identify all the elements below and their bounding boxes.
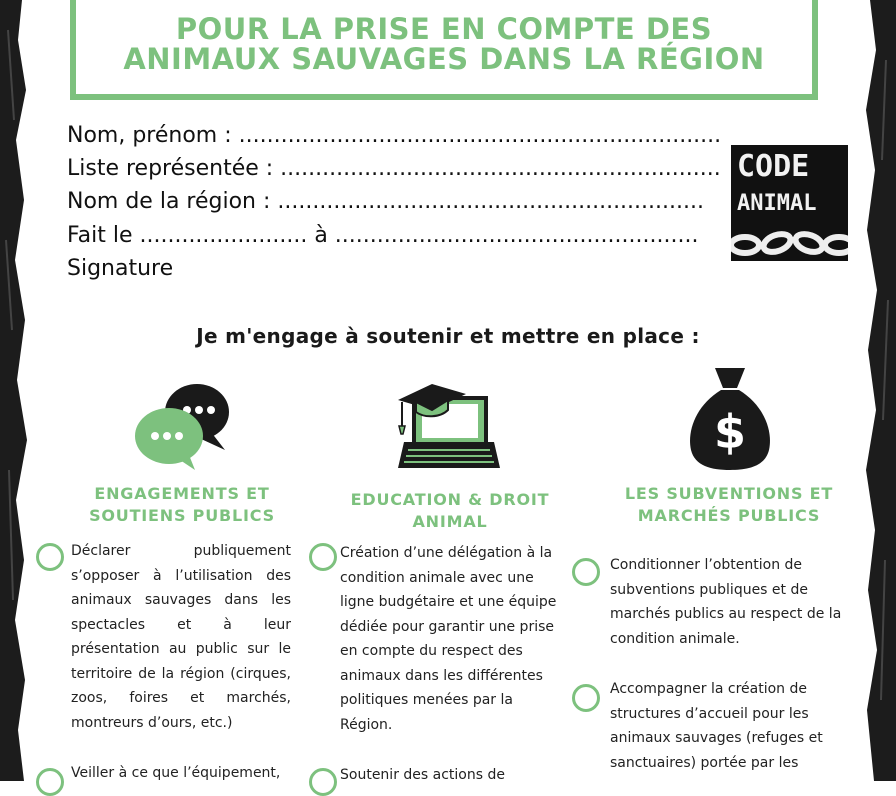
commitment-heading: Je m'engage à soutenir et mettre en place :: [196, 324, 700, 348]
checkbox-circle[interactable]: [572, 558, 600, 586]
signature-label: Signature: [67, 256, 174, 281]
engagements-title-line-1: ENGAGEMENTS ET: [94, 484, 270, 503]
list-item: Création d’une délégation à la condition animale avec une ligne budgétaire et une équipe dédiée pour garantir une prise en compte du respect des animaux dans les différentes politiques menées par la Région.: [340, 545, 557, 733]
page-title: [70, 14, 818, 74]
checkbox-circle[interactable]: [36, 543, 64, 571]
list-item: Déclarer publiquement s’opposer à l’utilisation des animaux sauvages dans les spectacles et à leur présentation au public sur le territoire de la région (cirques, zoos, foires et marchés, montreurs d’ours, etc.): [71, 543, 291, 731]
speech-bubbles-icon: [133, 380, 233, 472]
list-item: Veiller à ce que l’équipement,: [71, 765, 281, 781]
left-torn-border: [0, 0, 40, 781]
logo-line-1: CODE: [737, 149, 810, 184]
subventions-title-line-2: MARCHÉS PUBLICS: [637, 506, 821, 525]
money-bag-icon: [685, 362, 775, 472]
education-title-line-2: ANIMAL: [412, 512, 488, 531]
chain-icon: [731, 223, 848, 261]
education-title-line-1: EDUCATION & DROIT: [350, 490, 550, 509]
checkbox-circle[interactable]: [309, 543, 337, 571]
subventions-title-line-1: LES SUBVENTIONS ET: [624, 484, 834, 503]
graduation-laptop-icon: [394, 370, 502, 470]
checkbox-circle[interactable]: [36, 768, 64, 796]
title-line-1: POUR LA PRISE EN COMPTE DES: [175, 12, 713, 46]
checkbox-circle[interactable]: [572, 684, 600, 712]
list-item: Accompagner la création de structures d’accueil pour les animaux sauvages (refuges et sanctuaires) portée par les: [610, 681, 823, 771]
name-field[interactable]: Nom, prénom : .....................................................................: [67, 123, 722, 148]
engagements-title-line-2: SOUTIENS PUBLICS: [89, 506, 275, 525]
title-line-2: ANIMAUX SAUVAGES DANS LA RÉGION: [123, 42, 765, 76]
logo-line-2: ANIMAL: [737, 191, 817, 216]
list-item: Soutenir des actions de: [340, 767, 505, 783]
region-field[interactable]: Nom de la région : .............................................................: [67, 189, 704, 214]
svg-text:$: $: [713, 405, 747, 459]
right-torn-border: [856, 0, 896, 781]
column-title-education: [330, 489, 570, 533]
column-title-engagements: [62, 483, 302, 527]
list-field[interactable]: Liste représentée : ...............................................................: [67, 156, 721, 181]
checkbox-circle[interactable]: [309, 768, 337, 796]
column-title-subventions: [605, 483, 853, 527]
code-animal-logo: [731, 145, 848, 261]
list-item: Conditionner l’obtention de subventions publiques et de marchés publics au respect de la condition animale.: [610, 557, 842, 647]
date-place-field[interactable]: Fait le ........................ à ....................................................: [67, 223, 699, 248]
